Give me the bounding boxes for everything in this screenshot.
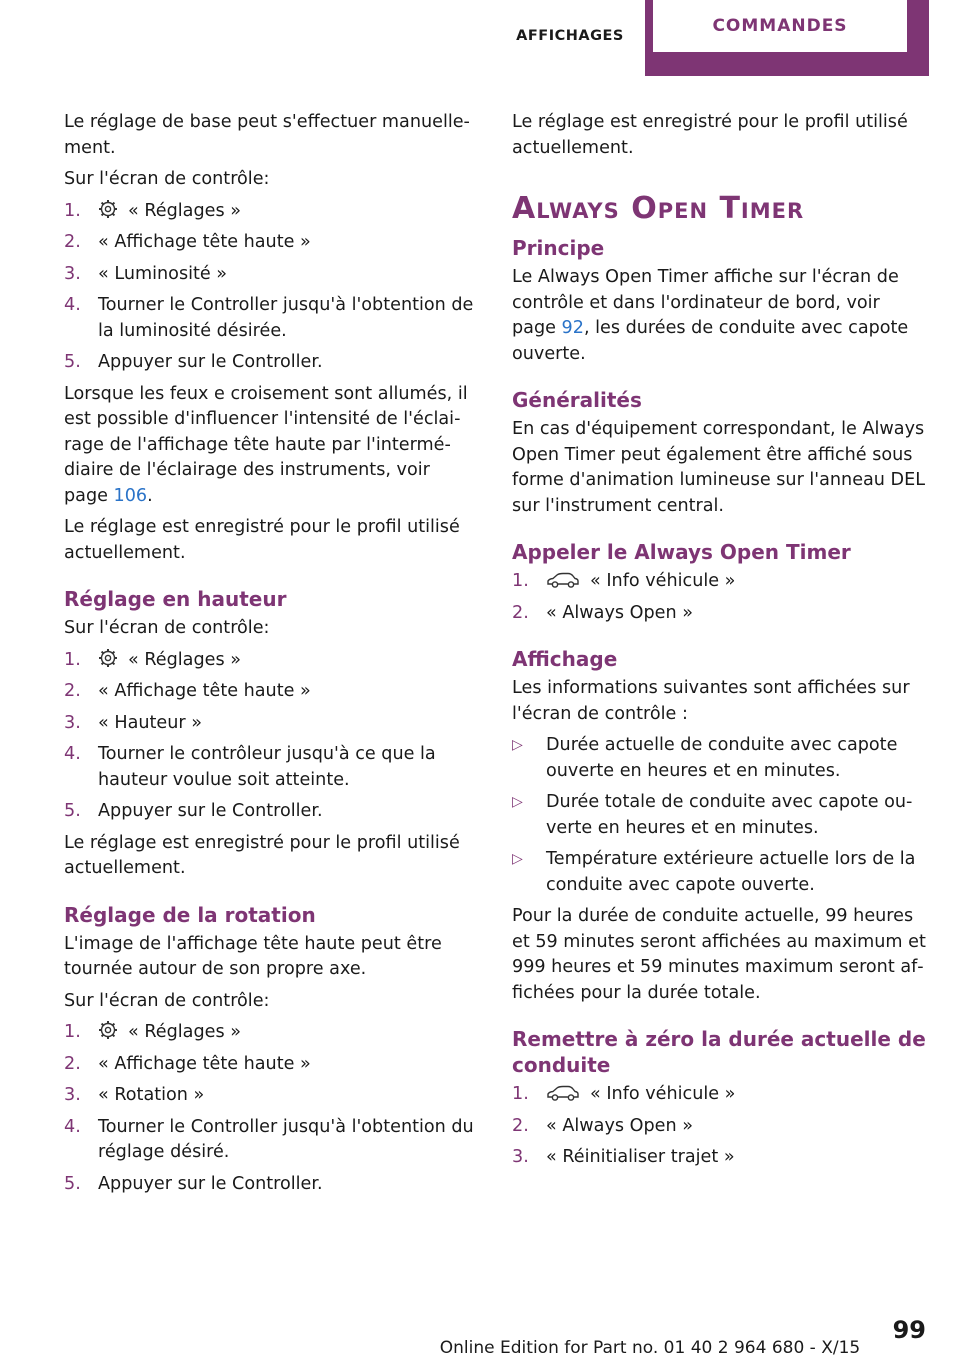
screen-label: Sur l'écran de contrôle: <box>64 618 270 638</box>
step-number: 1. <box>64 200 81 221</box>
list-item <box>512 1145 926 1171</box>
list-item <box>64 648 478 674</box>
screen-label: Sur l'écran de contrôle: <box>64 169 270 189</box>
page-link-92[interactable]: 92 <box>561 318 584 338</box>
list-item <box>64 799 478 825</box>
bullet-text: Durée actuelle de conduite avec capote ouverte en heures et en minutes. <box>546 735 898 781</box>
step-text: Appuyer sur le Controller. <box>98 1173 323 1194</box>
step-text: « Luminosité » <box>98 263 228 284</box>
list-item <box>64 293 478 344</box>
principe-text: Le Always Open Timer affiche sur l'écran de contrôle et dans l'ordinateur de bord, voir page <box>512 267 899 338</box>
step-text: « Info véhicule » <box>590 571 736 591</box>
tab-commandes <box>645 0 929 76</box>
list-item <box>512 847 926 898</box>
step-number: 2. <box>512 602 529 623</box>
step-number: 4. <box>64 744 81 764</box>
list-item <box>64 742 478 793</box>
steps-list-brightness <box>64 199 478 376</box>
saved-paragraph: Le réglage est enregistré pour le profil utilisé actuellement. <box>64 517 460 563</box>
step-text: « Affichage tête haute » <box>98 232 311 252</box>
screen-label: Sur l'écran de contrôle: <box>64 990 270 1011</box>
lights-text-end: . <box>147 485 153 506</box>
saved-paragraph: Le réglage est enregistré pour le profil utilisé actuellement. <box>64 832 460 878</box>
step-text: Tourner le Controller jusqu'à l'obtention du réglage désiré. <box>98 1116 474 1162</box>
step-number: 3. <box>64 1085 81 1105</box>
gear-icon <box>98 1020 118 1040</box>
step-text: « Réglages » <box>128 649 241 670</box>
step-text: « Affichage tête haute » <box>98 1053 311 1074</box>
step-number: 2. <box>64 1053 81 1074</box>
step-number: 5. <box>64 352 81 372</box>
list-item <box>64 679 478 705</box>
list-item <box>64 1052 478 1078</box>
list-item <box>512 1114 926 1140</box>
car-icon <box>546 571 580 589</box>
heading-rotation: Réglage de la rotation <box>64 902 316 927</box>
step-number: 1. <box>512 1084 529 1104</box>
step-number: 1. <box>64 1022 81 1042</box>
list-item <box>64 230 478 256</box>
step-text: « Always Open » <box>546 1115 693 1136</box>
bullet-list <box>512 733 926 898</box>
page-link-106[interactable]: 106 <box>113 485 148 506</box>
heading-principe: Principe <box>512 236 605 260</box>
car-icon <box>546 1084 580 1102</box>
step-text: Appuyer sur le Controller. <box>98 801 323 821</box>
step-number: 3. <box>64 263 81 284</box>
step-number: 3. <box>64 712 81 733</box>
section-title: Always Open Timer <box>512 191 805 226</box>
heading-appeler: Appeler le Always Open Timer <box>512 540 851 564</box>
step-number: 5. <box>64 801 81 821</box>
principe-paragraph <box>512 265 926 367</box>
steps-list-appeler <box>512 569 926 626</box>
step-text: « Affichage tête haute » <box>98 681 311 701</box>
step-text: « Info véhicule » <box>590 1084 736 1104</box>
step-text: « Rotation » <box>98 1085 205 1105</box>
step-text: Tourner le Controller jusqu'à l'obtention de la luminosité désirée. <box>98 295 474 341</box>
lights-paragraph <box>64 382 478 510</box>
bullet-marker: ▷ <box>512 737 523 753</box>
list-item <box>512 733 926 784</box>
tab-commandes-label: COMMANDES <box>712 16 848 36</box>
heading-height: Réglage en hauteur <box>64 587 287 611</box>
affichage-note: Pour la durée de conduite actuelle, 99 heures et 59 minutes seront affichées au maximum et 999 heures et 59 minutes maximum seront affichées pour la durée totale. <box>512 906 926 1003</box>
step-text: « Hauteur » <box>98 712 202 733</box>
gear-icon <box>98 199 118 219</box>
bullet-text: Température extérieure actuelle lors de la conduite avec capote ouverte. <box>546 849 916 895</box>
steps-list-height <box>64 648 478 825</box>
step-number: 2. <box>512 1115 529 1136</box>
heading-affichage: Affichage <box>512 647 618 671</box>
step-text: « Always Open » <box>546 602 693 623</box>
heading-generalites: Généralités <box>512 388 642 412</box>
lights-text: Lorsque les feux e croisement sont allumés, il est possible d'influencer l'intensité de l'éclairage de l'affichage tête haute par l'intermédiaire de l'éclairage des instruments, voir page <box>64 383 468 506</box>
step-number: 4. <box>64 295 81 315</box>
list-item <box>64 1172 478 1198</box>
list-item <box>64 199 478 225</box>
list-item <box>512 601 926 627</box>
step-number: 3. <box>512 1147 529 1167</box>
tab-commandes-inner <box>653 0 907 52</box>
bullet-text: Durée totale de conduite avec capote ouverte en heures et en minutes. <box>546 792 913 838</box>
step-number: 2. <box>64 232 81 252</box>
gear-icon <box>98 648 118 668</box>
list-item <box>64 350 478 376</box>
step-text: Appuyer sur le Controller. <box>98 352 323 372</box>
bullet-marker: ▷ <box>512 851 523 867</box>
list-item <box>512 1082 926 1108</box>
list-item <box>64 1083 478 1109</box>
heading-reset: Remettre à zéro la durée actuelle de conduite <box>512 1027 926 1077</box>
intro-paragraph: Le réglage de base peut s'effectuer manuellement. <box>64 112 470 158</box>
step-text: « Réglages » <box>128 1022 241 1042</box>
step-number: 1. <box>512 571 529 591</box>
tab-affichages <box>500 0 640 68</box>
list-item <box>512 790 926 841</box>
step-text: « Réinitialiser trajet » <box>546 1147 735 1167</box>
list-item <box>512 569 926 595</box>
principe-text-end: , les durées de conduite avec capote ouverte. <box>512 318 909 364</box>
saved-paragraph: Le réglage est enregistré pour le profil utilisé actuellement. <box>512 112 908 158</box>
step-text: « Réglages » <box>128 200 241 221</box>
list-item <box>64 262 478 288</box>
right-column <box>512 110 926 1177</box>
rotation-intro: L'image de l'affichage tête haute peut être tournée autour de son propre axe. <box>64 933 442 979</box>
list-item <box>64 1115 478 1166</box>
generalites-paragraph: En cas d'équipement correspondant, le Always Open Timer peut également être affiché sous forme d'animation lumineuse sur l'anneau DEL sur l'instrument central. <box>512 419 926 516</box>
step-text: Tourner le contrôleur jusqu'à ce que la hauteur voulue soit atteinte. <box>98 744 436 790</box>
step-number: 1. <box>64 649 81 670</box>
list-item <box>64 711 478 737</box>
left-column <box>64 110 478 1203</box>
step-number: 4. <box>64 1116 81 1137</box>
step-number: 5. <box>64 1173 81 1194</box>
step-number: 2. <box>64 681 81 701</box>
affichage-intro: Les informations suivantes sont affichées sur l'écran de contrôle : <box>512 678 910 724</box>
steps-list-rotation <box>64 1020 478 1197</box>
steps-list-reset <box>512 1082 926 1171</box>
page-number: 99 <box>892 1316 926 1344</box>
tab-affichages-label: AFFICHAGES <box>516 28 624 44</box>
bullet-marker: ▷ <box>512 794 523 810</box>
list-item <box>64 1020 478 1046</box>
edition-footer: Online Edition for Part no. 01 40 2 964 680 - X/15 <box>439 1338 861 1358</box>
